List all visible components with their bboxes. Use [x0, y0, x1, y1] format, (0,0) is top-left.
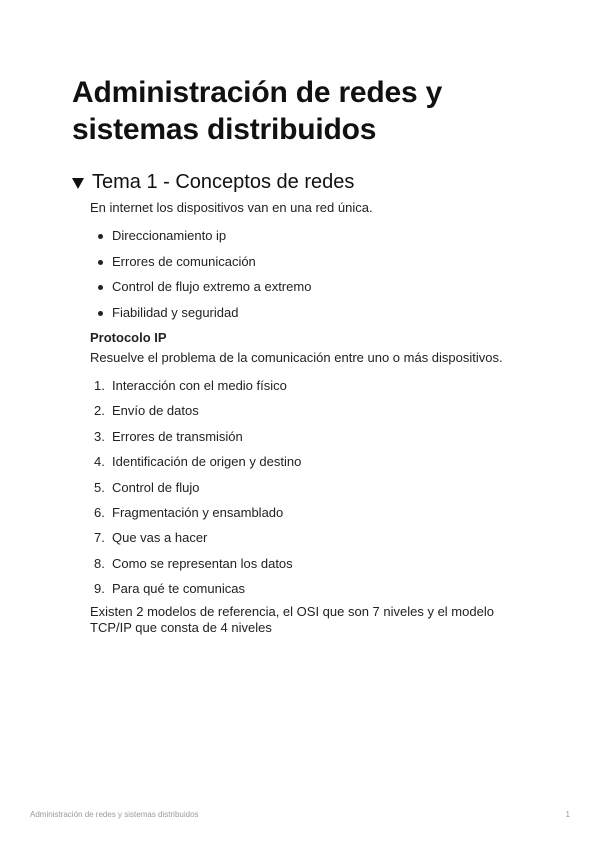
- list-number: 6.: [94, 504, 105, 520]
- list-item-text: Como se representan los datos: [112, 555, 293, 571]
- list-item-text: Envío de datos: [112, 403, 199, 419]
- page-footer: [30, 810, 570, 819]
- list-item: [90, 223, 530, 249]
- bullet-icon: [98, 311, 103, 316]
- toggle-triangle-icon[interactable]: [72, 178, 84, 189]
- list-item-text: Control de flujo: [112, 479, 200, 495]
- bullet-icon: [98, 260, 103, 265]
- list-number: 3.: [94, 428, 105, 444]
- bullet-icon: [98, 285, 103, 290]
- footer-page-number: 1: [565, 810, 570, 819]
- list-item-text: Errores de comunicación: [112, 253, 256, 269]
- list-item: [90, 500, 530, 525]
- closing-paragraph: Existen 2 modelos de referencia, el OSI que son 7 niveles y el modelo TCP/IP que consta de 4 niveles: [90, 603, 494, 635]
- list-item-text: Identificación de origen y destino: [112, 454, 302, 470]
- list-number: 5.: [94, 479, 105, 495]
- list-item: [90, 373, 530, 398]
- list-number: 1.: [94, 378, 105, 393]
- protocol-description: Resuelve el problema de la comunicación entre uno o más dispositivos.: [90, 350, 503, 365]
- intro-paragraph: En internet los dispositivos van en una red única.: [90, 200, 373, 215]
- toggle-content: [90, 198, 530, 638]
- page-title: Administración de redes y sistemas distribuidos: [72, 76, 443, 146]
- list-number: 8.: [94, 555, 105, 571]
- list-item-text: Fiabilidad y seguridad: [112, 304, 239, 320]
- list-item-text: Errores de transmisión: [112, 428, 243, 444]
- list-item-text: Control de flujo extremo a extremo: [112, 279, 312, 294]
- list-number: 9.: [94, 581, 105, 597]
- footer-title: Administración de redes y sistemas distribuidos: [30, 810, 199, 819]
- list-item-text: Para qué te comunicas: [112, 581, 245, 597]
- subheading-protocolo-ip: Protocolo IP: [90, 330, 167, 345]
- list-item-text: Direccionamiento ip: [112, 228, 227, 243]
- list-item: [90, 424, 530, 449]
- numbered-list: [90, 373, 530, 602]
- list-item: [90, 249, 530, 275]
- list-item: [90, 274, 530, 300]
- section-heading-text: Tema 1 - Conceptos de redes: [92, 171, 355, 193]
- list-number: 4.: [94, 454, 105, 470]
- list-item: [90, 525, 530, 550]
- bullet-list: [90, 223, 530, 325]
- list-item-text: Fragmentación y ensamblado: [112, 504, 284, 520]
- toggle-heading-tema-1[interactable]: [72, 169, 354, 195]
- list-item: [90, 475, 530, 500]
- list-item: [90, 576, 530, 601]
- list-number: 2.: [94, 403, 105, 419]
- list-item: [90, 551, 530, 576]
- list-number: 7.: [94, 530, 105, 546]
- list-item: [90, 449, 530, 474]
- list-item-text: Interacción con el medio físico: [112, 378, 287, 393]
- bullet-icon: [98, 234, 103, 239]
- list-item: [90, 300, 530, 326]
- list-item: [90, 398, 530, 423]
- list-item-text: Que vas a hacer: [112, 530, 208, 546]
